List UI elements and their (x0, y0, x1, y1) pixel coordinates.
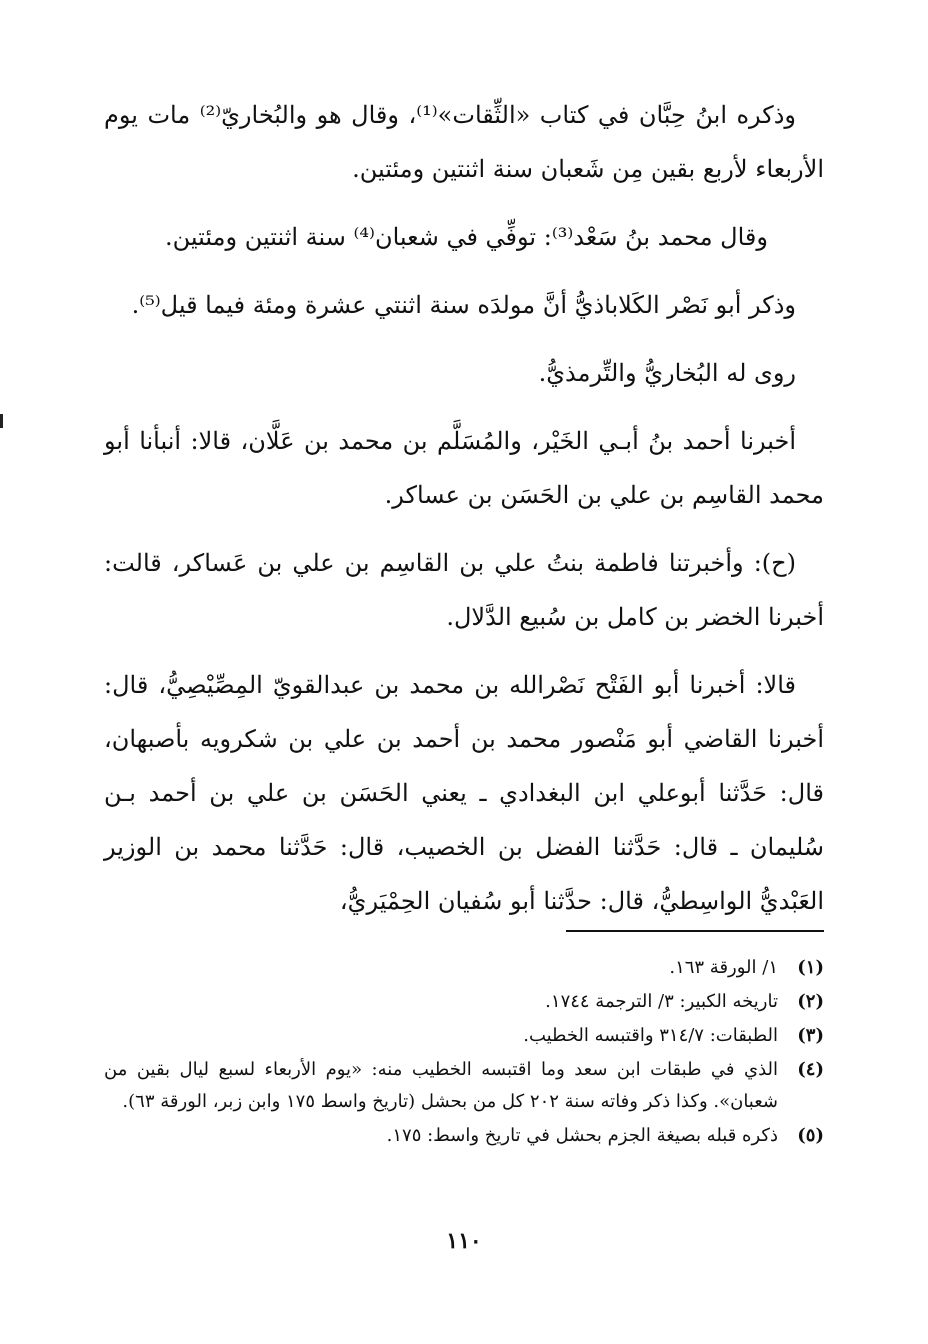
paragraph-isnad-2: (ح): وأخبرتنا فاطمة بنتُ علي بن القاسِم بن علي بن عَساكر، قالت: أخبرنا الخضر بن كامل بن سُبيع الدَّلال. (104, 549, 824, 631)
margin-mark (0, 414, 3, 428)
footnote-text: ذكره قبله بصيغة الجزم بحشل في تاريخ واسط: ١٧٥. (386, 1125, 778, 1146)
footnote-text: الطبقات: ٣١٤/٧ واقتبسه الخطيب. (523, 1025, 778, 1046)
footnote-number: (٤) (797, 1059, 824, 1080)
footnote-5 (104, 1120, 824, 1152)
footnotes (104, 952, 824, 1154)
footnote-number: (١) (797, 957, 824, 978)
footnote-number: (٣) (797, 1025, 824, 1046)
page-number: ١١٠ (446, 1228, 482, 1254)
paragraph-riwaya: روى له البُخاريُّ والتِّرمذيُّ. (538, 359, 796, 387)
paragraph-isnad-1: أخبرنا أحمد بنُ أبـي الخَيْر، والمُسَلَّم بن محمد بن عَلَّان، قالا: أنبأنا أبو محمد القاسِم بن علي بن الحَسَن بن عساكر. (104, 427, 824, 509)
paragraph-ibn-saad: وقال محمد بنُ سَعْد⁽³⁾: توفِّي في شعبان⁽⁴⁾ سنة اثنتين ومئتين. (165, 223, 768, 251)
paragraph-isnad-3: قالا: أخبرنا أبو الفَتْح نَصْرالله بن محمد بن عبدالقويّ المِصِّيْصِيُّ، قال: أخبرنا القاضي أبو مَنْصور محمد بن أحمد بن علي بن شكرويه بأصبهان، قال: حَدَّثنا أبوعلي ابن البغدادي ـ يعني الحَسَن بن علي بن أحمد بـن سُليمان ـ قال: حَدَّثنا الفضل بن الخصيب، قال: حَدَّثنا محمد بن الوزير العَبْديُّ الواسِطيُّ، قال: حدَّثنا أبو سُفيان الحِمْيَريُّ، (104, 671, 824, 915)
paragraph-ibn-hibban: وذكره ابنُ حِبَّان في كتاب «الثِّقات»⁽¹⁾، وقال هو والبُخاريّ⁽²⁾ مات يوم الأربعاء لأربع بقين مِن شَعبان سنة اثنتين ومئتين. (104, 101, 824, 183)
main-text (104, 88, 824, 942)
footnote-text: ١/ الورقة ١٦٣. (669, 957, 778, 978)
paragraph-kalabadhi: وذكر أبو نَصْر الكَلاباذيُّ أنَّ مولدَه سنة اثنتي عشرة ومئة فيما قيل⁽⁵⁾. (131, 291, 796, 319)
footnote-number: (٢) (797, 991, 824, 1012)
footnote-separator (566, 930, 824, 932)
footnote-text: تاريخه الكبير: ٣/ الترجمة ١٧٤٤. (545, 991, 778, 1012)
footnote-2 (104, 986, 824, 1018)
footnote-number: (٥) (797, 1125, 824, 1146)
footnote-4 (104, 1054, 824, 1118)
footnote-1 (104, 952, 824, 984)
footnote-text: الذي في طبقات ابن سعد وما اقتبسه الخطيب منه: «يوم الأربعاء لسبع ليال بقين من شعبان». وكذا ذكر وفاته سنة ٢٠٢ كل من بحشل (تاريخ واسط ١٧٥ وابن زبر، الورقة ٦٣). (104, 1059, 778, 1112)
footnote-3 (104, 1020, 824, 1052)
